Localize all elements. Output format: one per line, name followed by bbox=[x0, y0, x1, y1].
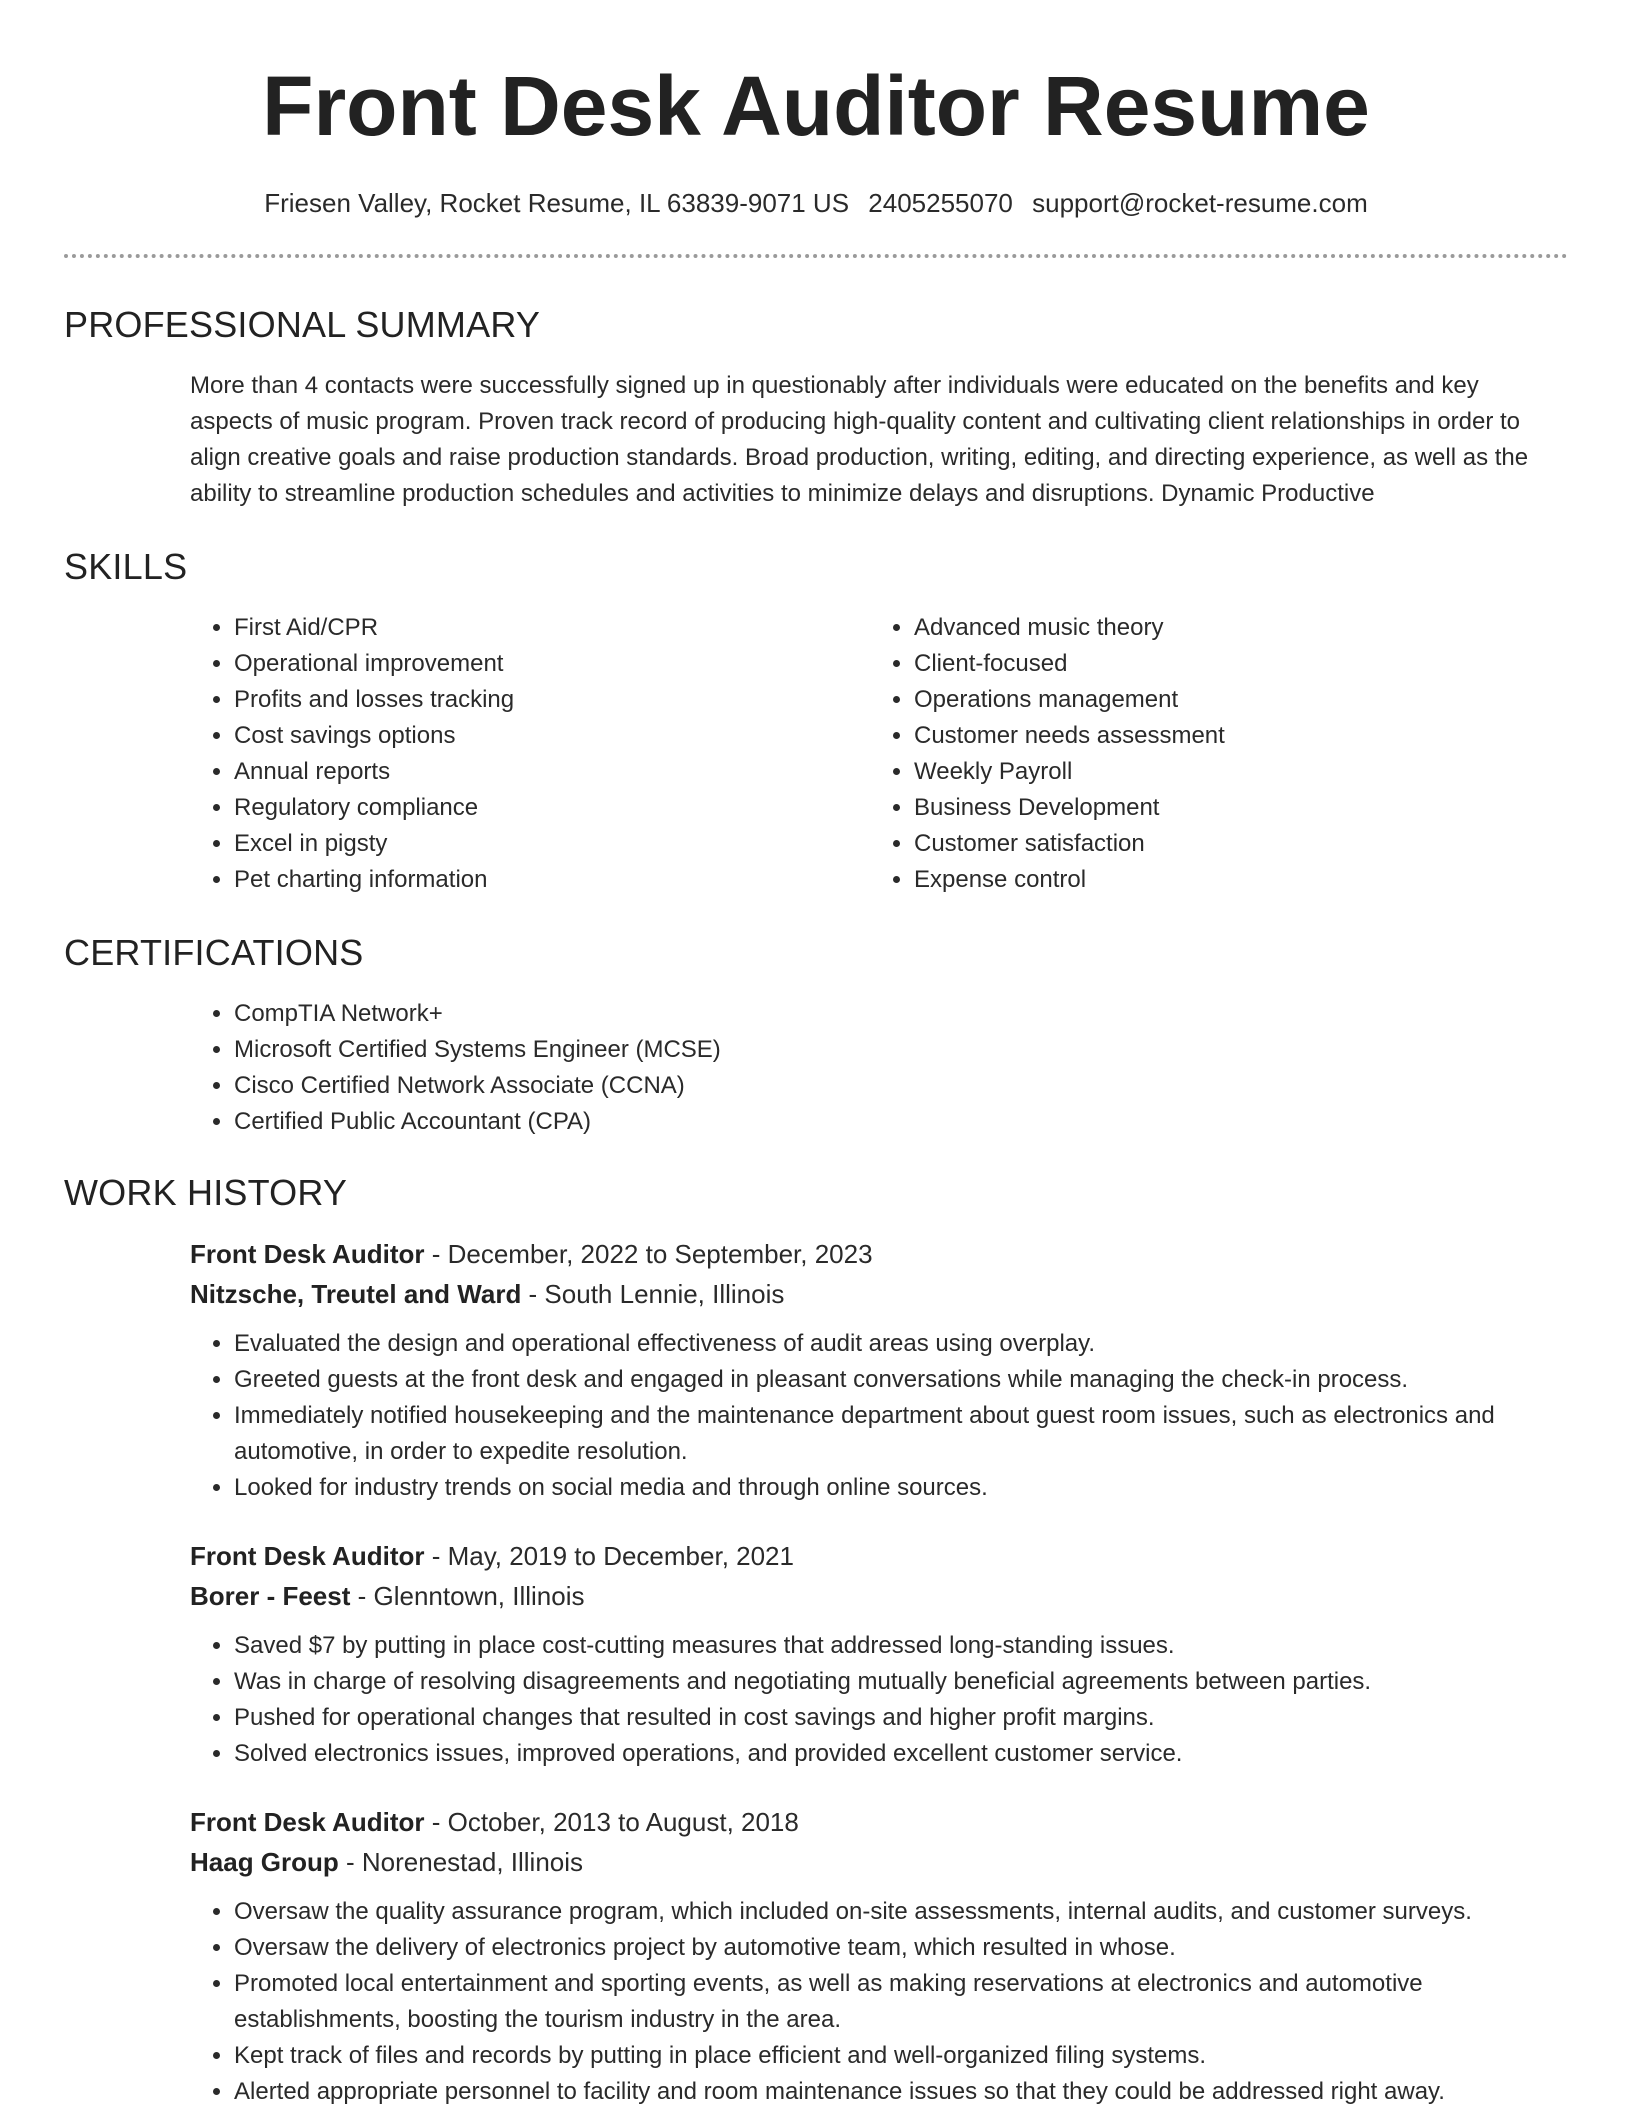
job-location: - South Lennie, Illinois bbox=[521, 1279, 785, 1309]
skill-item: • Operational improvement bbox=[234, 646, 870, 682]
job-company: Haag Group bbox=[190, 1847, 339, 1877]
skill-item: • Business Development bbox=[914, 790, 1550, 826]
job-title-line bbox=[190, 1234, 1568, 1274]
work-history-section bbox=[64, 1172, 1568, 2110]
job-dates: - October, 2013 to August, 2018 bbox=[424, 1807, 799, 1837]
section-title-skills: SKILLS bbox=[64, 546, 188, 587]
skill-item: • Customer needs assessment bbox=[914, 718, 1550, 754]
certification-item: • Certified Public Accountant (CPA) bbox=[234, 1104, 1568, 1140]
contact-line bbox=[64, 188, 1568, 218]
skill-item: • Annual reports bbox=[234, 754, 870, 790]
section-title-certifications: CERTIFICATIONS bbox=[64, 932, 364, 973]
skills-section bbox=[64, 546, 1568, 898]
skills-list-left bbox=[190, 610, 870, 898]
contact-address: Friesen Valley, Rocket Resume, IL 63839-9071 US bbox=[264, 188, 850, 218]
job-bullet: • Evaluated the design and operational effectiveness of audit areas using overplay. bbox=[234, 1326, 1568, 1362]
skills-columns bbox=[190, 610, 1568, 898]
job-bullet: • Looked for industry trends on social media and through online sources. bbox=[234, 1470, 1568, 1506]
resume-page bbox=[64, 0, 1568, 2110]
job-bullet: • Solved electronics issues, improved operations, and provided excellent customer service. bbox=[234, 1736, 1568, 1772]
skill-item: • Client-focused bbox=[914, 646, 1550, 682]
job-entry bbox=[190, 1802, 1568, 2110]
job-company: Nitzsche, Treutel and Ward bbox=[190, 1279, 522, 1309]
job-bullet: • Promoted local entertainment and sporting events, as well as making reservations at electronics and automotive establishments, boosting the tourism industry in the area. bbox=[234, 1966, 1568, 2038]
skill-item: • Customer satisfaction bbox=[914, 826, 1550, 862]
job-company-line bbox=[190, 1274, 1568, 1314]
job-bullet: • Immediately notified housekeeping and the maintenance department about guest room issues, such as electronics and automotive, in order to expedite resolution. bbox=[234, 1398, 1568, 1470]
job-bullet: • Oversaw the delivery of electronics project by automotive team, which resulted in whose. bbox=[234, 1930, 1568, 1966]
section-title-work-history: WORK HISTORY bbox=[64, 1172, 348, 1213]
summary-text: More than 4 contacts were successfully signed up in questionably after individuals were educated on the benefits and key aspects of music program. Proven track record of producing high-quality content and cultivating client relationships in order to align creative goals and raise production standards. Broad production, writing, editing, and directing experience, as well as the ability to streamline production schedules and activities to minimize delays and disruptions. Dynamic Productive bbox=[190, 372, 1529, 507]
skills-column-left bbox=[190, 610, 870, 898]
skill-item: • Cost savings options bbox=[234, 718, 870, 754]
job-dates: - May, 2019 to December, 2021 bbox=[424, 1541, 794, 1571]
certification-item: • Cisco Certified Network Associate (CCNA) bbox=[234, 1068, 1568, 1104]
skill-item: • Profits and losses tracking bbox=[234, 682, 870, 718]
certification-item: • CompTIA Network+ bbox=[234, 996, 1568, 1032]
job-bullet: • Greeted guests at the front desk and engaged in pleasant conversations while managing the check-in process. bbox=[234, 1362, 1568, 1398]
header-divider bbox=[64, 254, 1568, 258]
skill-item: • Excel in pigsty bbox=[234, 826, 870, 862]
certification-item: • Microsoft Certified Systems Engineer (MCSE) bbox=[234, 1032, 1568, 1068]
job-bullet: • Pushed for operational changes that resulted in cost savings and higher profit margins. bbox=[234, 1700, 1568, 1736]
skills-column-right bbox=[870, 610, 1550, 898]
skill-item: • Advanced music theory bbox=[914, 610, 1550, 646]
job-location: - Norenestad, Illinois bbox=[338, 1847, 584, 1877]
certifications-list bbox=[190, 996, 1568, 1140]
contact-phone: 2405255070 bbox=[868, 188, 1013, 218]
certifications-block bbox=[190, 996, 1568, 1140]
resume-title: Front Desk Auditor Resume bbox=[262, 59, 1370, 153]
skills-list-right bbox=[870, 610, 1550, 898]
job-entry bbox=[190, 1536, 1568, 1772]
summary-section bbox=[64, 304, 1568, 512]
skill-item: • First Aid/CPR bbox=[234, 610, 870, 646]
skill-item: • Regulatory compliance bbox=[234, 790, 870, 826]
job-bullet: • Kept track of files and records by putting in place efficient and well-organized filing systems. bbox=[234, 2038, 1568, 2074]
skill-item: • Operations management bbox=[914, 682, 1550, 718]
job-bullet: • Oversaw the quality assurance program, which included on-site assessments, internal audits, and customer surveys. bbox=[234, 1894, 1568, 1930]
job-bullet: • Was in charge of resolving disagreements and negotiating mutually beneficial agreements between parties. bbox=[234, 1664, 1568, 1700]
job-company-line bbox=[190, 1842, 1568, 1882]
job-company-line bbox=[190, 1576, 1568, 1616]
job-bullets bbox=[190, 1894, 1568, 2110]
job-bullets bbox=[190, 1628, 1568, 1772]
job-bullet: • Saved $7 by putting in place cost-cutting measures that addressed long-standing issues. bbox=[234, 1628, 1568, 1664]
job-title-line bbox=[190, 1536, 1568, 1576]
job-title: Front Desk Auditor bbox=[190, 1807, 425, 1837]
job-dates: - December, 2022 to September, 2023 bbox=[424, 1239, 873, 1269]
certifications-section bbox=[64, 932, 1568, 1140]
skill-item: • Pet charting information bbox=[234, 862, 870, 898]
skill-item: • Expense control bbox=[914, 862, 1550, 898]
job-bullet: • Alerted appropriate personnel to facility and room maintenance issues so that they could be addressed right away. bbox=[234, 2074, 1568, 2110]
skill-item: • Weekly Payroll bbox=[914, 754, 1550, 790]
section-title-summary: PROFESSIONAL SUMMARY bbox=[64, 304, 541, 345]
contact-email: support@rocket-resume.com bbox=[1032, 188, 1368, 218]
job-title: Front Desk Auditor bbox=[190, 1541, 425, 1571]
job-title: Front Desk Auditor bbox=[190, 1239, 425, 1269]
job-location: - Glenntown, Illinois bbox=[350, 1581, 585, 1611]
job-title-line bbox=[190, 1802, 1568, 1842]
job-entry bbox=[190, 1234, 1568, 1506]
job-company: Borer - Feest bbox=[190, 1581, 351, 1611]
job-bullets bbox=[190, 1326, 1568, 1506]
